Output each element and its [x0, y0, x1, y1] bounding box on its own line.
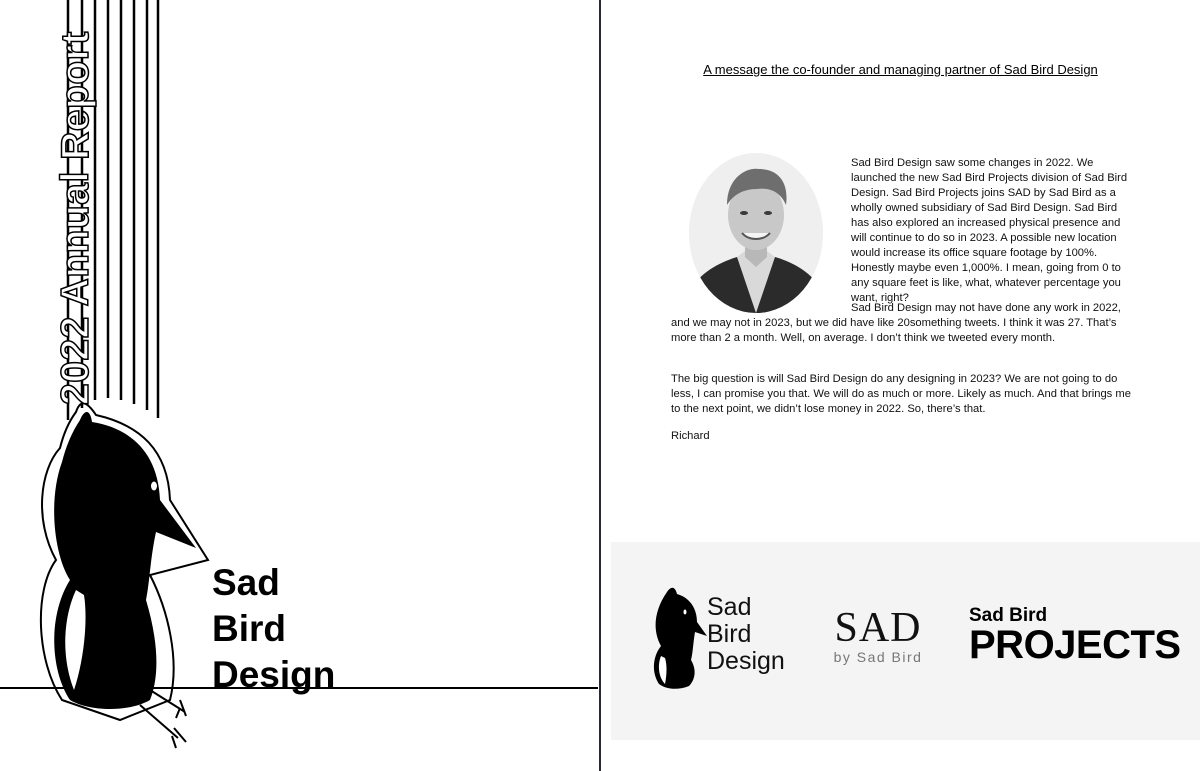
sad-bird-design-wordmark: [707, 594, 785, 675]
author-portrait: [689, 153, 823, 313]
cover-brand-line: Sad: [212, 562, 280, 603]
letter-page: [601, 0, 1200, 771]
wordmark-line: Design: [707, 647, 785, 675]
sad-by-sad-bird-logo: [823, 607, 933, 665]
projects-main-wordmark: PROJECTS: [969, 623, 1181, 667]
sad-bird-projects-logo: [969, 605, 1181, 667]
cover-title: 2022 Annual Report: [54, 31, 97, 405]
letter-paragraph: Sad Bird Design saw some changes in 2022. We launched the new Sad Bird Projects division of Sad Bird Design. Sad Bird Projects joins SAD by Sad Bird as a wholly owned subsidiary of Sad Bird Design. Sad Bird has also explored an increased physical presence and will continue to do so in 2023. A possible new location would increase its office square footage by 100%. Honestly maybe even 1,000%. I mean, going from 0 to any square feet is like, what, whatever percentage you want, right?: [851, 157, 1128, 304]
cover-brand-name: [212, 560, 335, 698]
wordmark-line: Sad: [707, 593, 752, 621]
letter-heading: A message the co-founder and managing partner of Sad Bird Design: [703, 62, 1098, 77]
wordmark-line: Bird: [707, 620, 752, 648]
projects-top-wordmark: Sad Bird: [969, 605, 1048, 626]
bird-icon: [647, 582, 707, 692]
cover-brand-line: Design: [212, 654, 336, 695]
letter-paragraph: The big question is will Sad Bird Design do any designing in 2023? We are not going to do less, I can promise you that. We will do as much or more. Likely as much. And that brings me to the next point, we didn’t lose money in 2022. So, there’s that.: [671, 373, 1131, 415]
letter-paragraph: Sad Bird Design may not have done any work in 2022, and we may not in 2023, but we did have like 20something tweets. I think it was 27. That’s more than 2 a month. Well, on average. I don’t think we tweeted every month.: [671, 302, 1121, 344]
sad-tagline: by Sad Bird: [833, 649, 923, 665]
sad-wordmark: SAD: [834, 605, 922, 651]
cover-brand-line: Bird: [212, 608, 286, 649]
logo-band: [611, 542, 1200, 740]
letter-signoff: Richard: [671, 430, 710, 442]
sad-bird-design-logo: [647, 582, 797, 692]
